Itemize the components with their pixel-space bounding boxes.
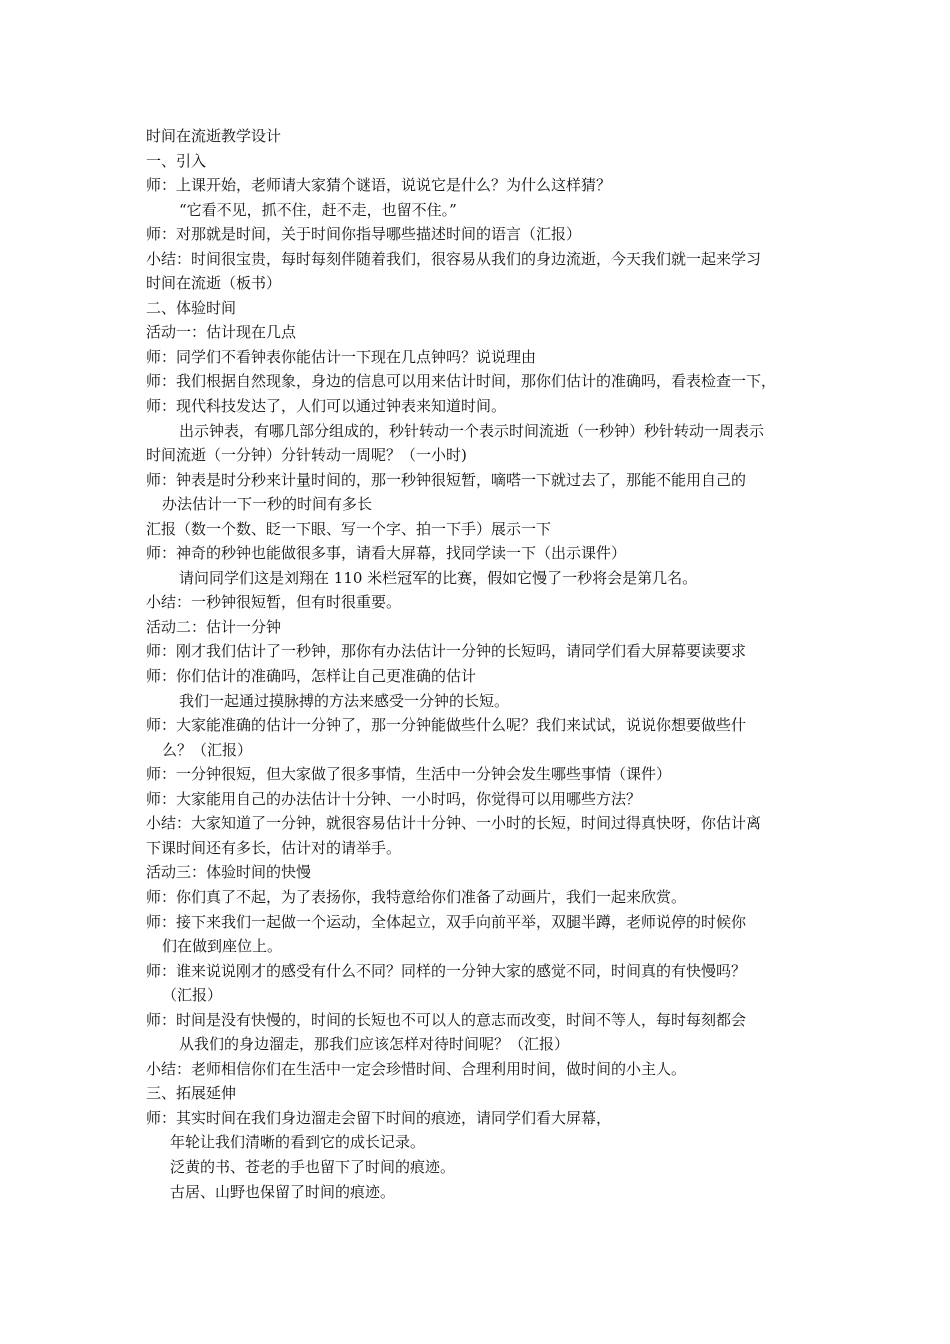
text-line: 小结：老师相信你们在生活中一定会珍惜时间、合理利用时间，做时间的小主人。 bbox=[146, 1059, 687, 1078]
text-line: 时间流逝（一分钟）分针转动一周呢？（一小时) bbox=[146, 446, 467, 465]
text-line: 么？（汇报） bbox=[162, 740, 253, 759]
text-line: 活动一：估计现在几点 bbox=[146, 323, 297, 342]
text-line: 我们一起通过摸脉搏的方法来感受一分钟的长短。 bbox=[179, 691, 510, 710]
text-line: 师：一分钟很短，但大家做了很多事情，生活中一分钟会发生哪些事情（课件） bbox=[146, 765, 672, 784]
text-line: 时间在流逝（板书） bbox=[146, 274, 282, 293]
text-line: （汇报） bbox=[162, 986, 223, 1005]
text-line: 师：我们根据自然现象，身边的信息可以用来估计时间，那你们估计的准确吗，看表检查一下， bbox=[146, 372, 777, 391]
text-line: 师：谁来说说刚才的感受有什么不同？同样的一分钟大家的感觉不同，时间真的有快慢吗？ bbox=[146, 961, 747, 980]
text-line: 师：神奇的秒钟也能做很多事，请看大屏幕，找同学读一下（出示课件） bbox=[146, 544, 627, 563]
text-line: 师：对那就是时间，关于时间你指导哪些描述时间的语言（汇报） bbox=[146, 225, 582, 244]
text-line: 师：现代科技发达了，人们可以通过钟表来知道时间。 bbox=[146, 397, 507, 416]
text-line: 活动二：估计一分钟 bbox=[146, 617, 282, 636]
text-line: 师：接下来我们一起做一个运动，全体起立，双手向前平举，双腿半蹲，老师说停的时候你 bbox=[146, 912, 747, 931]
text-line: 小结：一秒钟很短暂，但有时很重要。 bbox=[146, 593, 402, 612]
text-line: 师：你们估计的准确吗，怎样让自己更准确的估计 bbox=[146, 667, 477, 686]
text-line: “它看不见，抓不住，赶不走，也留不住。” bbox=[179, 200, 457, 219]
text-line: 师：同学们不看钟表你能估计一下现在几点钟吗？说说理由 bbox=[146, 347, 537, 366]
text-line: 时间在流逝教学设计 bbox=[146, 127, 282, 145]
text-line: 师：你们真了不起，为了表扬你，我特意给你们准备了动画片，我们一起来欣赏。 bbox=[146, 887, 687, 906]
text-line: 师：大家能用自己的办法估计十分钟、一小时吗，你觉得可以用哪些方法？ bbox=[146, 789, 642, 808]
text-line: 一、引入 bbox=[146, 151, 207, 170]
text-line: 泛黄的书、苍老的手也留下了时间的痕迹。 bbox=[170, 1157, 456, 1176]
text-line: 下课时间还有多长，估计对的请举手。 bbox=[146, 838, 402, 857]
text-line: 活动三：体验时间的快慢 bbox=[146, 863, 312, 882]
text-line: 们在做到座位上。 bbox=[162, 937, 283, 956]
text-line: 小结：大家知道了一分钟，就很容易估计十分钟、一小时的长短，时间过得真快呀，你估计离 bbox=[146, 814, 762, 833]
text-line: 三、拓展延伸 bbox=[146, 1084, 237, 1103]
text-line: 师：其实时间在我们身边溜走会留下时间的痕迹，请同学们看大屏幕， bbox=[146, 1108, 612, 1127]
text-line: 办法估计一下一秒的时间有多长 bbox=[162, 495, 373, 514]
text-line: 汇报（数一个数、眨一下眼、写一个字、拍一下手）展示一下 bbox=[146, 519, 552, 538]
text-line: 古居、山野也保留了时间的痕迹。 bbox=[170, 1182, 396, 1201]
text-line: 师：大家能准确的估计一分钟了，那一分钟能做些什么呢？我们来试试，说说你想要做些什 bbox=[146, 716, 747, 735]
text-line: 师：时间是没有快慢的，时间的长短也不可以人的意志而改变，时间不等人，每时每刻都会 bbox=[146, 1010, 747, 1029]
text-line: 出示钟表，有哪几部分组成的，秒针转动一个表示时间流逝（一秒钟）秒针转动一周表示 bbox=[179, 421, 765, 440]
text-line: 请问同学们这是刘翔在 110 米栏冠军的比赛，假如它慢了一秒将会是第几名。 bbox=[179, 568, 698, 587]
text-line: 师：上课开始，老师请大家猜个谜语，说说它是什么？为什么这样猜？ bbox=[146, 176, 612, 195]
text-line: 师：刚才我们估计了一秒钟，那你有办法估计一分钟的长短吗，请同学们看大屏幕要读要求 bbox=[146, 642, 747, 661]
text-line: 年轮让我们清晰的看到它的成长记录。 bbox=[170, 1133, 426, 1152]
text-line: 二、体验时间 bbox=[146, 298, 237, 317]
text-line: 师：钟表是时分秒来计量时间的，那一秒钟很短暂，嘀嗒一下就过去了，那能不能用自己的 bbox=[146, 470, 747, 489]
text-line: 从我们的身边溜走，那我们应该怎样对待时间呢？（汇报） bbox=[179, 1035, 570, 1054]
text-line: 小结：时间很宝贵，每时每刻伴随着我们，很容易从我们的身边流逝，今天我们就一起来学习 bbox=[146, 249, 762, 268]
document-body bbox=[146, 124, 826, 1204]
